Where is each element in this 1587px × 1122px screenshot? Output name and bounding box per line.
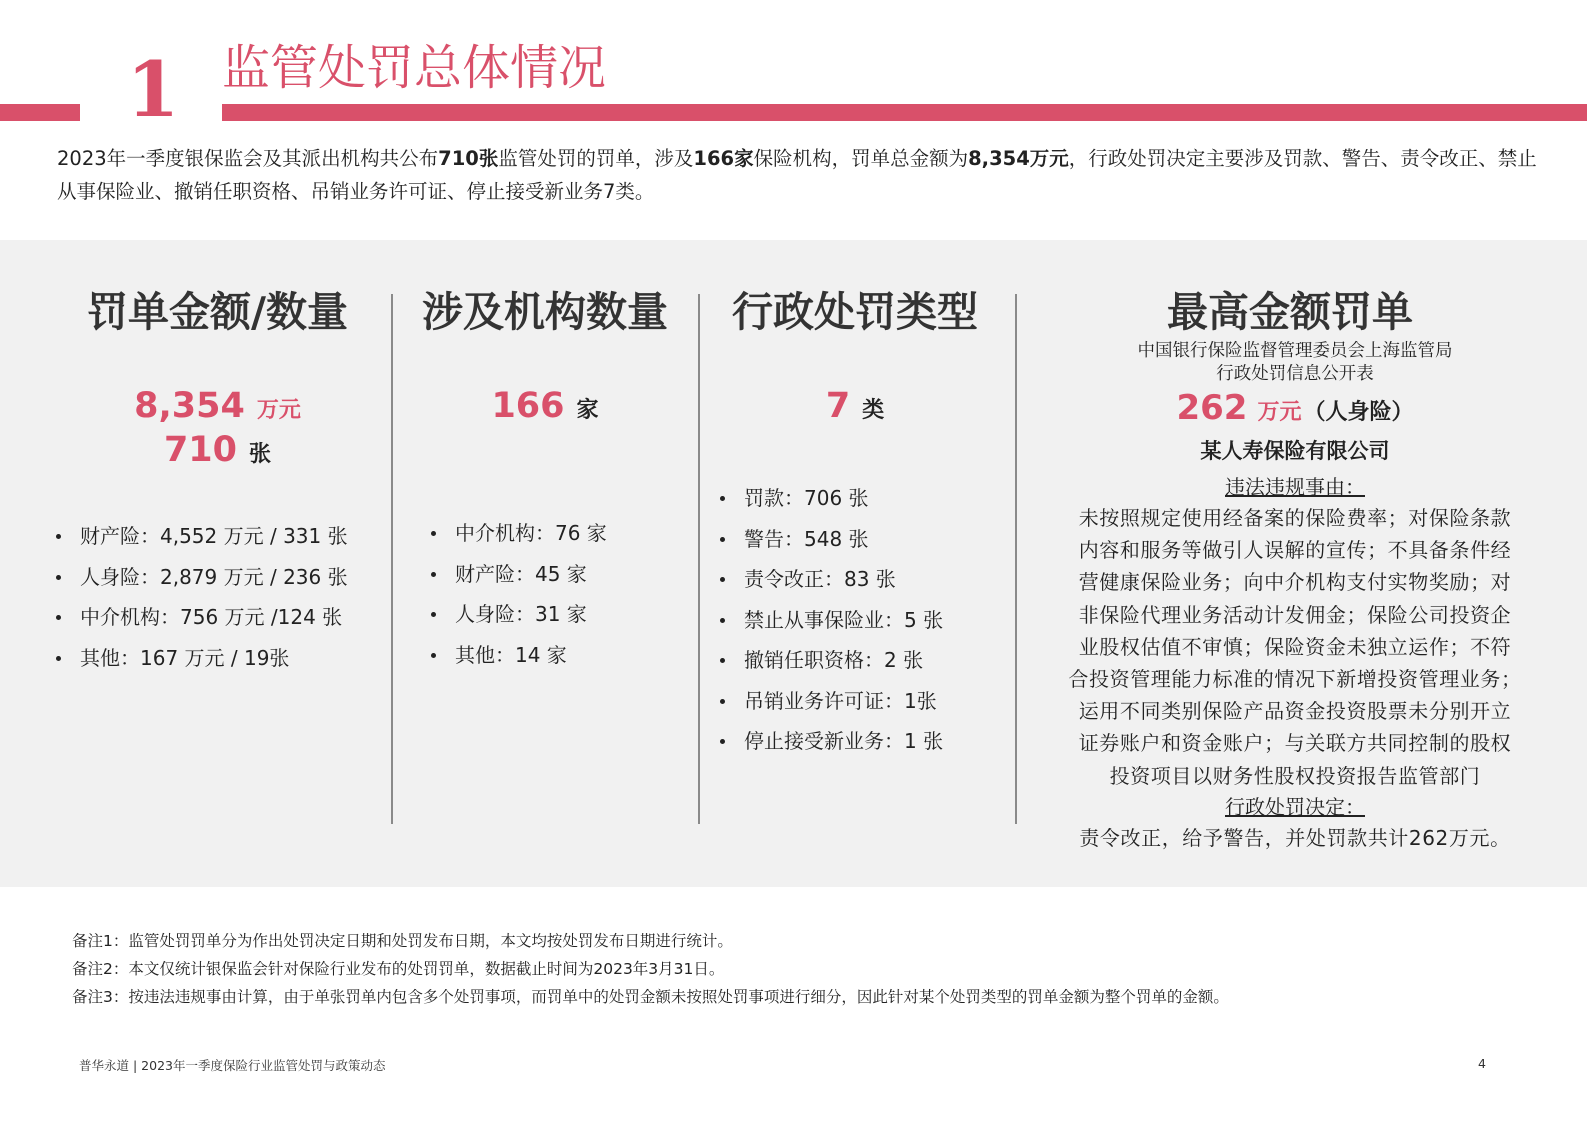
violation-line: 内容和服务等做引人误解的宣传；不具备条件经 xyxy=(1078,538,1512,563)
total-amount-value: 8,354 xyxy=(134,386,245,426)
list-item: 禁止从事保险业：5 张 xyxy=(717,600,943,641)
amount-breakdown-list xyxy=(53,516,348,678)
header-accent-bar-left xyxy=(0,104,80,121)
footnote: 备注3：按违法违规事由计算，由于单张罚单内包含多个处罚事项，而罚单中的处罚金额未按照处罚事项进行细分，因此针对某个处罚类型的罚单金额为整个罚单的金额。 xyxy=(72,988,1229,1006)
total-count-unit: 张 xyxy=(249,442,272,467)
list-item: 吊销业务许可证：1张 xyxy=(717,681,943,722)
list-item: 中介机构：756 万元 /124 张 xyxy=(53,597,348,638)
intro-text-2: 监管处罚的罚单，涉及 xyxy=(498,147,694,170)
amount-column-title: 罚单金额/数量 xyxy=(87,288,348,336)
max-fine-amount xyxy=(1050,386,1540,435)
list-item: 人身险：2,879 万元 / 236 张 xyxy=(53,557,348,598)
total-institutions-value: 166 xyxy=(491,386,565,426)
list-item: 人身险：31 家 xyxy=(428,594,607,635)
total-amount-unit: 万元 xyxy=(256,398,301,423)
total-count xyxy=(60,430,375,470)
violation-description xyxy=(1050,502,1540,792)
intro-highlight-institutions: 166家 xyxy=(693,147,754,170)
penalty-types-list xyxy=(717,478,943,762)
total-penalty-types-unit: 类 xyxy=(862,398,885,423)
total-institutions-unit: 家 xyxy=(576,398,599,423)
max-fine-amount-value: 262 xyxy=(1176,388,1248,428)
total-amount xyxy=(60,386,375,426)
list-item: 其他：167 万元 / 19张 xyxy=(53,638,348,679)
footnote: 备注1：监管处罚罚单分为作出处罚决定日期和处罚发布日期，本文均按处罚发布日期进行统计。 xyxy=(72,932,733,950)
column-divider xyxy=(391,294,393,824)
footnote: 备注2：本文仅统计银保监会针对保险行业发布的处罚罚单，数据截止时间为2023年3月31日。 xyxy=(72,960,725,978)
violation-line: 运用不同类别保险产品资金投资股票未分别开立 xyxy=(1078,699,1512,724)
penalty-types-column-title: 行政处罚类型 xyxy=(732,288,978,336)
footnotes xyxy=(72,927,1229,1011)
violation-line: 投资项目以财务性股权投资报告监管部门 xyxy=(1109,763,1481,788)
violation-line: 业股权估值不审慎；保险资金未独立运作；不符 xyxy=(1078,634,1512,659)
violation-line: 非保险代理业务活动计发佣金；保险公司投资企 xyxy=(1078,602,1512,627)
violation-line: 营健康保险业务；向中介机构支付实物奖励；对 xyxy=(1078,570,1512,595)
institutions-breakdown-list xyxy=(428,513,607,675)
list-item: 财产险：4,552 万元 / 331 张 xyxy=(53,516,348,557)
list-item: 财产险：45 家 xyxy=(428,554,607,595)
max-fine-company: 某人寿保险有限公司 xyxy=(1200,439,1390,463)
page-number: 4 xyxy=(1478,1056,1486,1071)
violation-heading: 违法违规事由： xyxy=(1225,475,1365,499)
column-divider xyxy=(698,294,700,824)
max-fine-source-line1: 中国银行保险监督管理委员会上海监管局 xyxy=(1137,341,1453,361)
list-item: 责令改正：83 张 xyxy=(717,559,943,600)
intro-text-1: 2023年一季度银保监会及其派出机构共公布 xyxy=(57,147,439,170)
max-fine-source-line2: 行政处罚信息公开表 xyxy=(1216,364,1374,384)
violation-line: 证券账户和资金账户；与关联方共同控制的股权 xyxy=(1078,731,1512,756)
footer-text: 普华永道 | 2023年一季度保险行业监管处罚与政策动态 xyxy=(79,1058,386,1073)
max-fine-amount-unit: 万元 xyxy=(1257,400,1302,425)
decision-heading: 行政处罚决定： xyxy=(1225,794,1365,819)
list-item: 撤销任职资格：2 张 xyxy=(717,640,943,681)
list-item: 停止接受新业务：1 张 xyxy=(717,721,943,762)
decision-text: 责令改正，给予警告，并处罚款共计262万元。 xyxy=(1079,825,1511,850)
total-penalty-types xyxy=(705,386,1005,426)
total-penalty-types-value: 7 xyxy=(825,386,851,426)
header-accent-bar-right xyxy=(222,104,1587,121)
max-fine-column-title: 最高金额罚单 xyxy=(1167,288,1413,336)
intro-text-3: 保险机构，罚单总金额为 xyxy=(753,147,969,170)
max-fine-details xyxy=(1050,340,1540,854)
violation-line: 合投资管理能力标准的情况下新增投资管理业务； xyxy=(1068,667,1522,692)
intro-paragraph xyxy=(57,142,1547,208)
column-divider xyxy=(1015,294,1017,824)
section-title: 监管处罚总体情况 xyxy=(222,40,607,96)
list-item: 警告：548 张 xyxy=(717,519,943,560)
max-fine-insurance-type: （人身险） xyxy=(1303,400,1414,425)
total-count-value: 710 xyxy=(163,430,238,470)
intro-text-4: ，行政处罚决定主要涉及罚款、警告、责令改正、禁止从事保险业、撤销任职资格、吊销业务许可证、停止接受新业务7类。 xyxy=(57,147,1537,203)
intro-highlight-amount: 8,354万元 xyxy=(968,147,1069,170)
intro-highlight-count: 710张 xyxy=(438,147,499,170)
section-number: 1 xyxy=(126,45,180,134)
list-item: 中介机构：76 家 xyxy=(428,513,607,554)
total-institutions xyxy=(400,386,690,426)
institutions-column-title: 涉及机构数量 xyxy=(422,288,668,336)
violation-line: 未按照规定使用经备案的保险费率；对保险条款 xyxy=(1078,506,1512,530)
list-item: 其他：14 家 xyxy=(428,635,607,676)
list-item: 罚款：706 张 xyxy=(717,478,943,519)
